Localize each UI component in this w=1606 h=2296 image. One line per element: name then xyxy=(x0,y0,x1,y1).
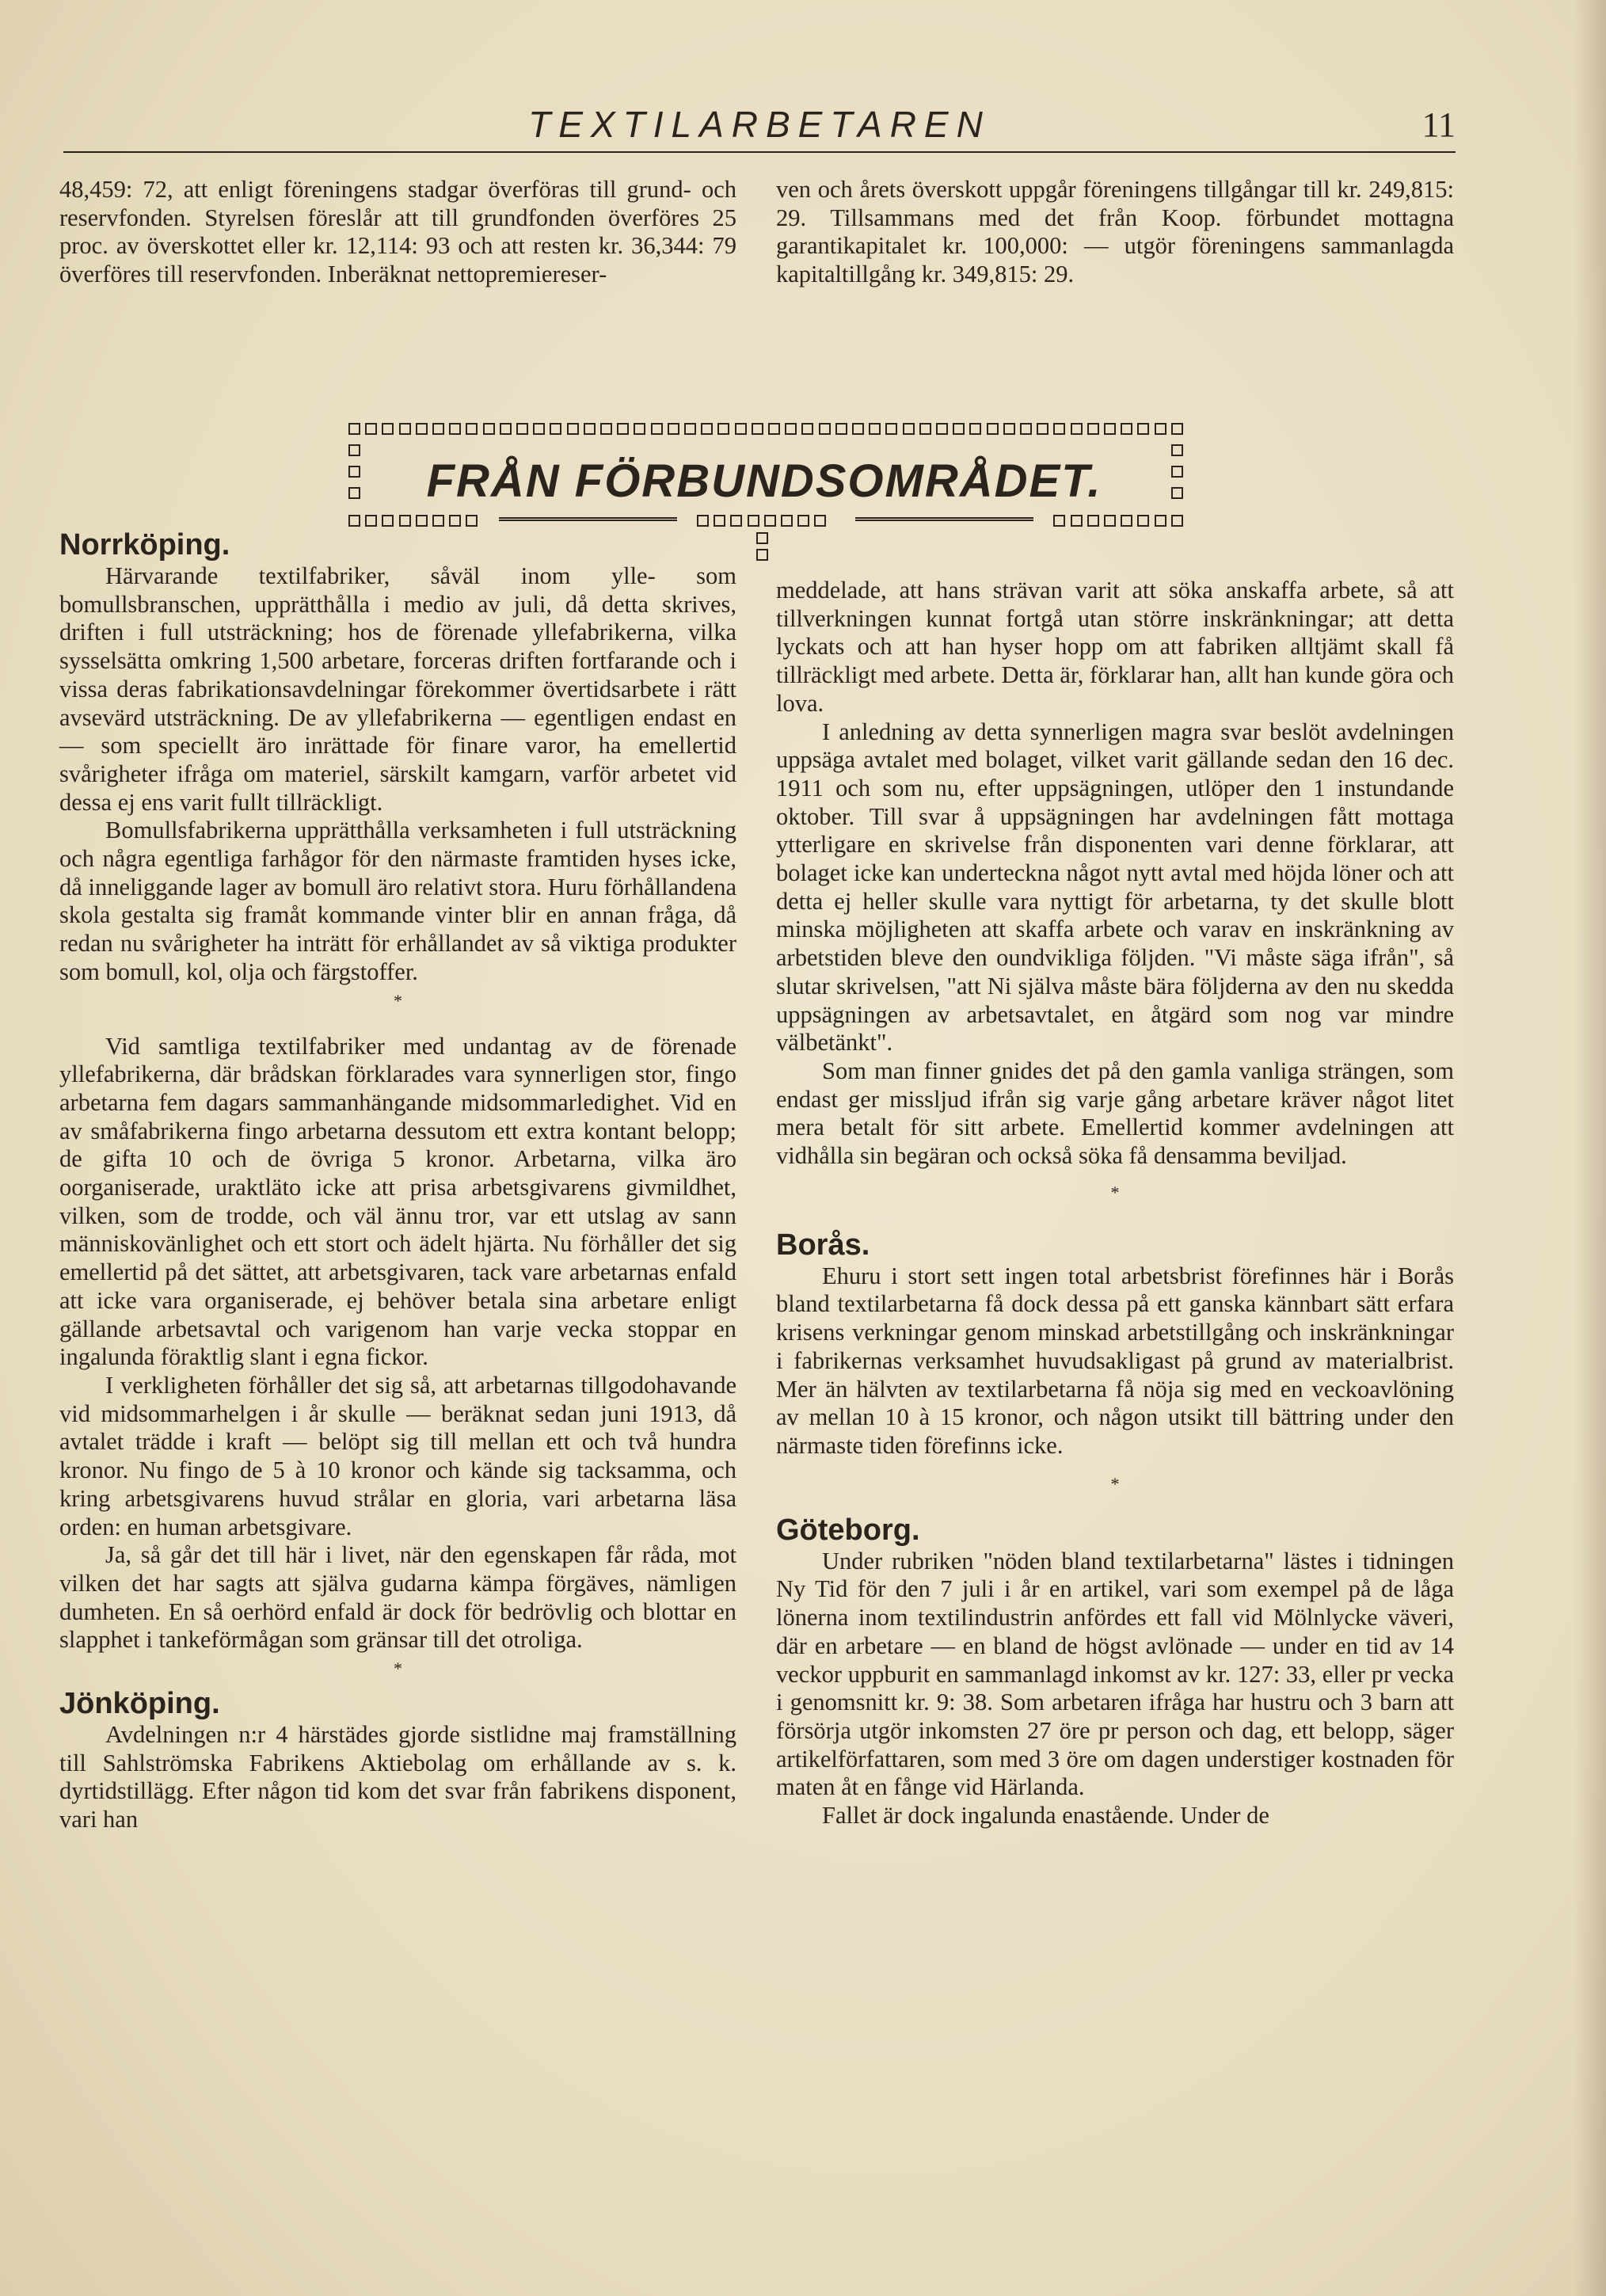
banner-square xyxy=(756,549,768,561)
banner-square xyxy=(1053,515,1065,527)
heading-boras: Borås. xyxy=(776,1228,870,1262)
banner-square xyxy=(1087,515,1099,527)
paragraph: Härvarande textilfabriker, såväl inom ylle- som bomullsbranschen, upprätthålla i medio av juli, då detta skrives, driften i full utsträckning; hos de förenade yllefabrikerna, vilka sysselsätta omkring 1,500 arbetare, forceras driften fortfarande och i vissa deras fabrikationsavdelningar förekommer övertidsarbete i rätt avsevärd utsträckning. De av yllefabrikerna — egentligen endast en — som speciellt äro inrättade för finare varor, ha emellertid svårigheter ifråga om materiel, särskilt kamgarn, varför arbetet vid dessa ej ens varit fullt tillräckligt. xyxy=(59,562,736,816)
banner-square xyxy=(600,423,612,435)
top-left-paragraph: 48,459: 72, att enligt föreningens stadgar överföras till grund- och reservfonden. Styrelsen föreslår att till grundfonden överföres 25 proc. av överskottet eller kr. 12,114: 93 och att resten kr. 36,344: 79 överföres till reservfonden. Inberäknat nettopremiereser- xyxy=(59,176,736,288)
banner-square xyxy=(814,515,826,527)
banner-square xyxy=(449,423,461,435)
banner-square xyxy=(969,423,981,435)
top-left-column xyxy=(59,176,736,289)
banner-square xyxy=(466,515,478,527)
banner-square xyxy=(1155,423,1166,435)
header-rule xyxy=(63,151,1456,153)
banner-square xyxy=(919,423,931,435)
banner-square xyxy=(903,423,915,435)
paragraph: I verkligheten förhåller det sig så, att arbetarnas tillgodohavande vid midsommarhelgen i år skulle — beräknat sedan juni 1913, då avtalet trädde i kraft — belöpt sig till mellan ett och två hundra kronor. Nu fingo de 5 à 10 kronor och kände sig tacksamma, och kring arbetsgivarens huvud strålar en gloria, vari arbetarna läsa orden: en human arbetsgivare. xyxy=(59,1371,736,1540)
banner-square xyxy=(399,515,411,527)
section-separator: * xyxy=(1110,1182,1120,1202)
banner-double-rule-right xyxy=(855,517,1033,521)
banner-square xyxy=(764,515,776,527)
banner-square xyxy=(1053,423,1065,435)
banner-square xyxy=(1087,423,1099,435)
running-header xyxy=(63,103,1456,150)
banner-square xyxy=(617,423,629,435)
heading-goteborg: Göteborg. xyxy=(776,1513,920,1547)
paragraph: Ja, så går det till här i livet, när den egenskapen får råda, mot vilken det har sagts att själva gudarna kämpa förgäves, nämligen dumheten. En så oerhörd enfald är dock för bedrövlig och blottar en slapphet i tankeförmågan som gränsar till det otroliga. xyxy=(59,1541,736,1654)
paragraph: Ehuru i stort sett ingen total arbetsbrist förefinnes här i Borås bland textilarbetarna få dock dessa på ett ganska kännbart sätt erfara krisens verkningar genom minskad arbetstillgång och inskränkningar i fabrikernas verksamhet huvudsakligast på grund av materialbrist. Mer än hälvten av textilarbetarna få nöja sig med en veckoavlöning av mellan 10 à 15 kronor, och någon utsikt till bättring under den närmaste tiden förefinns icke. xyxy=(776,1262,1454,1459)
publication-title: TEXTILARBETAREN xyxy=(528,104,991,145)
banner-square xyxy=(781,515,793,527)
banner-title: FRÅN FÖRBUNDSOMRÅDET. xyxy=(426,455,1102,507)
banner-square xyxy=(516,423,528,435)
banner-square xyxy=(987,423,999,435)
banner-square xyxy=(869,423,881,435)
heading-norrkoping: Norrköping. xyxy=(59,528,230,562)
banner-square xyxy=(348,515,360,527)
banner-square xyxy=(651,423,663,435)
banner-square xyxy=(483,423,495,435)
banner-square xyxy=(449,515,461,527)
heading-jonkoping: Jönköping. xyxy=(59,1687,220,1721)
banner-square xyxy=(684,423,696,435)
banner-square xyxy=(399,423,411,435)
banner-square xyxy=(1071,423,1083,435)
banner-square xyxy=(365,515,377,527)
banner-square xyxy=(668,423,679,435)
banner-square xyxy=(714,515,725,527)
banner-square xyxy=(550,423,561,435)
banner-square xyxy=(416,423,428,435)
banner-square xyxy=(852,423,864,435)
banner-square xyxy=(382,515,394,527)
left-column xyxy=(59,527,736,1834)
banner-square xyxy=(819,423,831,435)
banner-square xyxy=(752,423,763,435)
banner-square xyxy=(634,423,645,435)
banner-square xyxy=(735,423,747,435)
paragraph: Under rubriken "nöden bland textilarbetarna" lästes i tidningen Ny Tid för den 7 juli i år en artikel, vari som exempel på de låga lönerna inom textilindustrin anfördes ett fall vid Mölnlycke väveri, där en arbetare — en bland de högst avlönade — under en tid av 14 veckor uppburit en sammanlagd inkomst av kr. 127: 33, eller pr vecka i genomsnitt kr. 9: 38. Som arbetaren ifråga har hustru och 3 barn att försörja utgör inkomsten 27 öre pr person och dag, ett belopp, säger artikelförfattaren, som med 3 öre om dagen understiger kostnaden för maten åt en fånge vid Härlanda. xyxy=(776,1547,1454,1801)
banner-square xyxy=(584,423,596,435)
section-separator: * xyxy=(394,1658,402,1679)
banner-square xyxy=(533,423,545,435)
banner-square xyxy=(1171,423,1183,435)
banner-square xyxy=(697,515,709,527)
banner-square xyxy=(1104,423,1116,435)
banner-square xyxy=(1155,515,1166,527)
banner-square xyxy=(1121,515,1132,527)
banner-square xyxy=(416,515,428,527)
banner-square xyxy=(348,423,360,435)
banner-square xyxy=(936,423,948,435)
paragraph: Bomullsfabrikerna upprätthålla verksamheten i full utsträckning och några egentliga farhågor för den närmaste framtiden hyses icke, då inneliggande lager av bomull äro relativt stora. Huru förhållandena skola gestalta sig framåt kommande vinter blir en annan fråga, då redan nu svårigheter ha inträtt för erhållandet av så viktiga produkter som bomull, kol, olja och färgstoffer. xyxy=(59,817,736,985)
section-separator: * xyxy=(394,990,402,1011)
banner-square xyxy=(365,423,377,435)
banner-square xyxy=(1137,515,1149,527)
banner-square xyxy=(1020,423,1032,435)
banner-square xyxy=(1121,423,1132,435)
banner-square xyxy=(1104,515,1116,527)
banner-double-rule-left xyxy=(499,517,677,521)
banner-square xyxy=(717,423,729,435)
page-number: 11 xyxy=(1421,105,1456,144)
banner-square xyxy=(953,423,965,435)
banner-square xyxy=(1037,423,1048,435)
banner-square xyxy=(1137,423,1149,435)
banner-square xyxy=(768,423,780,435)
banner-square xyxy=(756,532,768,544)
banner-square xyxy=(748,515,759,527)
banner-square xyxy=(1071,515,1083,527)
banner-square xyxy=(801,423,813,435)
banner-square xyxy=(785,423,797,435)
banner-square xyxy=(701,423,713,435)
banner-square xyxy=(466,423,478,435)
top-right-column xyxy=(776,176,1454,289)
banner-square xyxy=(432,515,444,527)
right-column xyxy=(776,577,1454,1830)
paragraph: Fallet är dock ingalunda enastående. Under de xyxy=(822,1802,1269,1830)
banner-square xyxy=(1003,423,1015,435)
spacer xyxy=(59,1015,736,1033)
banner-square xyxy=(500,423,512,435)
banner-square xyxy=(730,515,742,527)
page-edge-shadow xyxy=(1574,0,1606,2296)
banner-square xyxy=(567,423,579,435)
banner-square xyxy=(797,515,809,527)
section-separator: * xyxy=(1110,1473,1120,1494)
paragraph: Avdelningen n:r 4 härstädes gjorde sistlidne maj framställning till Sahlströmska Fabrikens Aktiebolag om erhållande av s. k. dyrtidstillägg. Efter någon tid kom det svar från fabrikens disponent, vari han xyxy=(59,1721,736,1833)
paragraph: I anledning av detta synnerligen magra svar beslöt avdelningen uppsäga avtalet med bolaget, vilket varit gällande sedan den 16 dec. 1911 och som nu, efter uppsägningen, utlöper den 1 instundande oktober. Till svar å uppsägningen har avdelningen fått mottaga ytterligare en skrivelse från disponenten vari denne förklarar, att bolaget icke kan underteckna något nytt avtal med höjda löner och att detta ej heller skulle vara nyttigt för arbetarna, ty det skulle blott minska möjligheten att skaffa arbete och varav en inskränkning av arbetstiden bleve den oundvikliga följden. "Vi måste säga ifrån", så slutar skrivelsen, "att Ni själva måste bära följderna av den nu skedda uppsägningen av arbetsavtalet, en åtgärd som nog var mindre välbetänkt". xyxy=(776,718,1454,1057)
banner-square xyxy=(432,423,444,435)
paragraph: meddelade, att hans strävan varit att söka anskaffa arbete, så att tillverkningen kunnat fortgå utan större inskränkningar; att detta lyckats och att han hyser hopp om att fabriken alltjämt skall få tillräckligt med arbete. Detta är, förklarar han, allt han kunde göra och lova. xyxy=(776,577,1454,717)
top-right-paragraph: ven och årets överskott uppgår föreningens tillgångar till kr. 249,815: 29. Tillsammans med det från Koop. förbundet mottagna garantikapitalet kr. 100,000: — utgör föreningens sammanlagda kapitaltillgång kr. 349,815: 29. xyxy=(776,176,1454,288)
banner-square xyxy=(835,423,847,435)
banner-square xyxy=(382,423,394,435)
paragraph: Vid samtliga textilfabriker med undantag av de förenade yllefabrikerna, där brådskan förklarades vara synnerligen stor, fingo arbetarna fem dagars sammanhängande midsommarledighet. Vid en av småfabrikerna fingo arbetarna dessutom ett extra kontant belopp; de gifta 10 och de övriga 5 kronor. Arbetarna, vilka äro oorganiserade, uraktläto icke att prisa arbetsgivarens givmildhet, vilken, som de trodde, och väl ännu tror, var ett utslag av sann människovänlighet och ett stort och ädelt hjärta. Nu förhåller det sig emellertid på det sättet, att arbetsgivaren, tack vare arbetarnas enfald att icke vara organiserade, ej behöver betala sina arbetare enligt gällande arbetsavtal och varigenom han varje vecka stoppar en ingalunda föraktlig slant i egna fickor. xyxy=(59,1032,736,1371)
paragraph: Som man finner gnides det på den gamla vanliga strängen, som endast ger missljud ifrån sig varje gång arbetare kräver något litet mera betalt för sitt arbete. Emellertid kommer avdelningen att vidhålla sin begäran och också söka få densamma beviljad. xyxy=(776,1057,1454,1170)
banner-square xyxy=(885,423,897,435)
banner-square xyxy=(1171,515,1183,527)
